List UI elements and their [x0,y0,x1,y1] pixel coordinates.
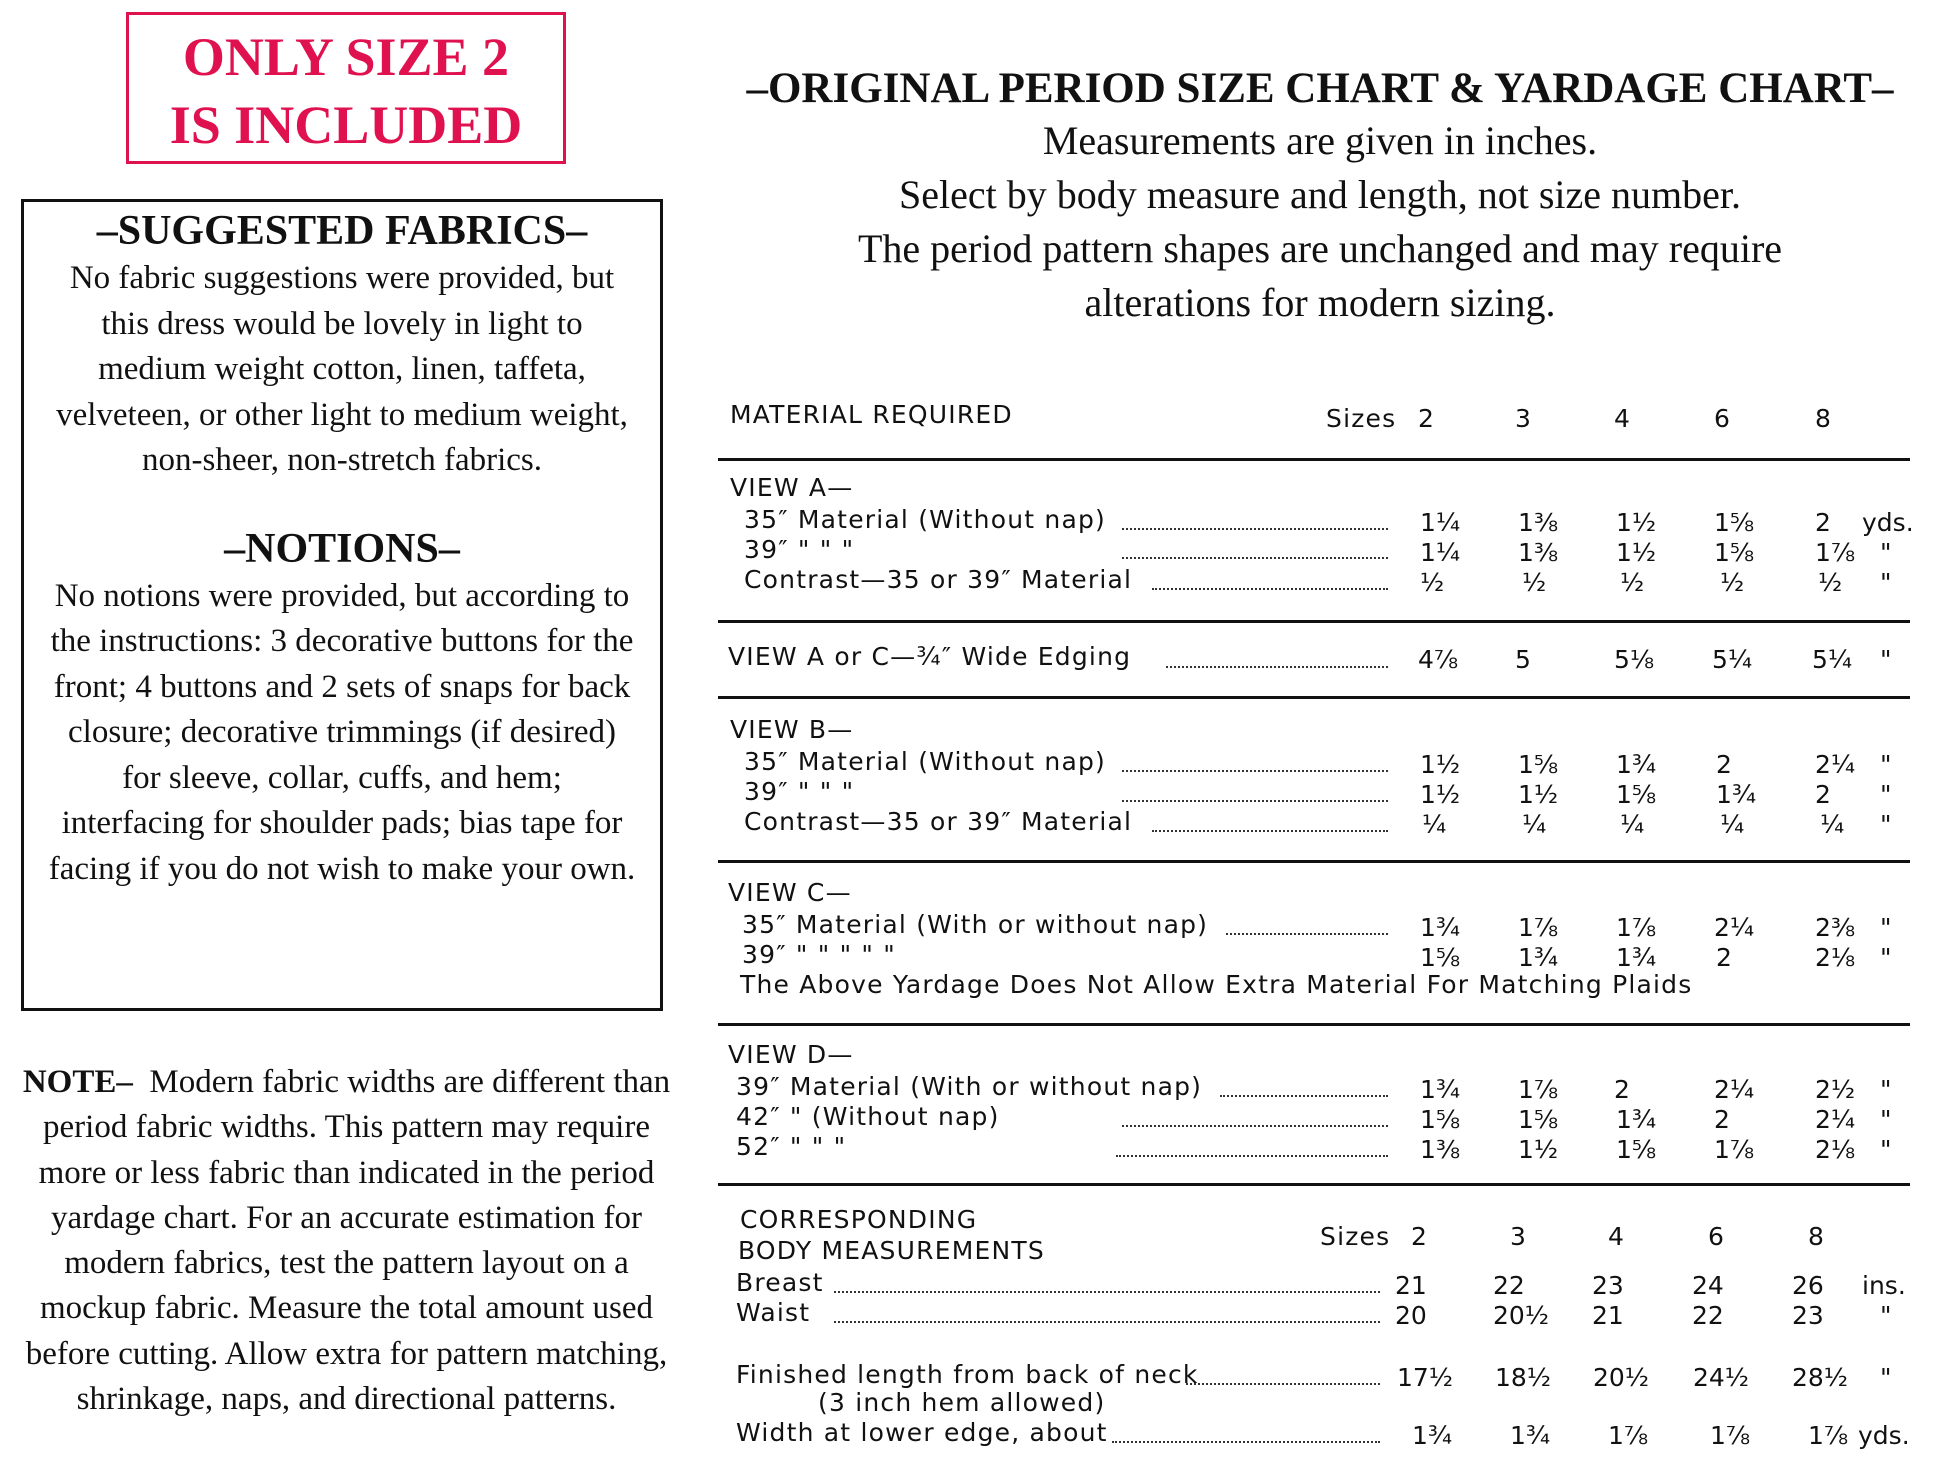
sizes-label: Sizes [1326,404,1397,433]
leader-dots [1186,1383,1380,1385]
value-cell: 1⅞ [1714,1135,1755,1164]
size-header: 2 [1411,1222,1427,1251]
row-label: 35″ Material (Without nap) [744,505,1106,534]
value-cell: 1⅝ [1714,538,1755,567]
value-cell: ¼ [1522,810,1547,839]
value-cell: 23 [1792,1301,1824,1330]
row-label: Finished length from back of neck [736,1360,1199,1389]
value-cell: 1¾ [1420,913,1461,942]
value-cell: 1¾ [1716,780,1757,809]
value-cell: 1½ [1616,508,1657,537]
value-cell: 1⅞ [1518,1075,1559,1104]
value-cell: 2 [1815,508,1831,537]
leader-dots [1116,1155,1388,1157]
value-cell: 1¾ [1616,750,1657,779]
fabric-width-note [14,1060,679,1422]
value-cell: 1½ [1518,780,1559,809]
value-cell: 17½ [1397,1363,1454,1392]
value-cell: 21 [1395,1271,1427,1300]
value-cell: 2½ [1815,1075,1856,1104]
value-cell: 28½ [1792,1363,1849,1392]
value-cell: 1⅞ [1815,538,1856,567]
value-cell: 2 [1716,943,1732,972]
value-cell: 1⅝ [1714,508,1755,537]
row-label: 39″ Material (With or without nap) [736,1072,1203,1101]
unit-cell: " [1880,538,1892,567]
value-cell: 2 [1714,1105,1730,1134]
row-label: Width at lower edge, about [736,1418,1108,1447]
value-cell: 2⅛ [1815,1135,1856,1164]
value-cell: ½ [1620,568,1645,597]
value-cell: 1⅞ [1608,1421,1649,1450]
value-cell: 1⅜ [1518,508,1559,537]
fabrics-notions-box [21,199,663,1011]
leader-dots [1122,800,1388,802]
unit-cell: " [1880,1301,1892,1330]
value-cell: 24½ [1693,1363,1750,1392]
value-cell: 5 [1515,645,1531,674]
notions-text: No notions were provided, but according to the instructions: 3 decorative buttons for the front; 4 buttons and 2 sets of snaps for back closure; decorative trimmings (if desired) for sleeve, collar, cuffs, and hem; interfacing for shoulder pads; bias tape for facing if you do not wish to make your own. [48,577,636,887]
value-cell: 20½ [1593,1363,1650,1392]
value-cell: 2¼ [1714,913,1755,942]
unit-cell: " [1880,1105,1892,1134]
value-cell: 20 [1395,1301,1427,1330]
leader-dots [1220,1095,1388,1097]
leader-dots [1112,1441,1380,1443]
chart-subtitle-4: alterations for modern sizing. [1084,280,1556,325]
unit-cell: " [1880,645,1892,674]
size-header: 8 [1808,1222,1824,1251]
value-cell: 4⅞ [1418,645,1459,674]
view-c-heading: VIEW C— [728,878,852,907]
size-header: 6 [1708,1222,1724,1251]
chart-subtitle-2: Select by body measure and length, not size number. [898,172,1741,217]
leader-dots [1226,933,1388,935]
size-header: 4 [1614,404,1630,433]
material-heading: MATERIAL REQUIRED [730,400,1013,429]
value-cell: 22 [1692,1301,1724,1330]
size-header: 2 [1418,404,1434,433]
body-sizes-label: Sizes [1320,1222,1391,1251]
value-cell: ¼ [1422,810,1447,839]
value-cell: 1½ [1420,780,1461,809]
hem-note: (3 inch hem allowed) [818,1388,1106,1417]
leader-dots [1166,666,1388,668]
value-cell: 5¼ [1812,645,1853,674]
value-cell: 1¼ [1420,538,1461,567]
unit-cell: ins. [1862,1271,1906,1300]
value-cell: ½ [1420,568,1445,597]
unit-cell: " [1880,568,1892,597]
table-rule [718,1183,1910,1186]
value-cell: 2 [1614,1075,1630,1104]
fabrics-text: No fabric suggestions were provided, but this dress would be lovely in light to medium weight cotton, linen, taffeta, velveteen, or other light to medium weight, non-sheer, non-stretch fabrics. [56,260,628,478]
view-d-heading: VIEW D— [728,1040,854,1069]
value-cell: 18½ [1495,1363,1552,1392]
value-cell: 20½ [1493,1301,1550,1330]
value-cell: ¼ [1820,810,1845,839]
unit-cell: " [1880,943,1892,972]
table-rule [718,1023,1910,1026]
note-label: NOTE– [22,1064,133,1100]
unit-cell: yds. [1862,508,1914,537]
unit-cell: " [1880,810,1892,839]
value-cell: 1⅞ [1616,913,1657,942]
chart-header [700,64,1940,330]
size-header: 4 [1608,1222,1624,1251]
value-cell: 1⅞ [1518,913,1559,942]
value-cell: ½ [1818,568,1843,597]
value-cell: 2 [1815,780,1831,809]
value-cell: 2⅜ [1815,913,1856,942]
value-cell: 5¼ [1712,645,1753,674]
notions-heading: –NOTIONS– [224,525,460,572]
value-cell: 1⅞ [1808,1421,1849,1450]
leader-dots [1122,557,1388,559]
row-label: 42″ " (Without nap) [736,1102,1000,1131]
value-cell: 1⅞ [1710,1421,1751,1450]
note-text: Modern fabric widths are different than period fabric widths. This pattern may require more or less fabric than indicated in the period yardage chart. For an accurate estimation for modern fabrics, test the pattern layout on a mockup fabric. Measure the total amount used before cutting. Allow extra for pattern matching, shrinkage, naps, and directional patterns. [25,1064,671,1418]
row-label: 35″ Material (With or without nap) [742,910,1209,939]
unit-cell: " [1880,1363,1892,1392]
size-header: 3 [1510,1222,1526,1251]
unit-cell: " [1880,1135,1892,1164]
body-heading-2: BODY MEASUREMENTS [738,1236,1045,1265]
unit-cell: yds. [1858,1421,1910,1450]
chart-subtitle-1: Measurements are given in inches. [1042,118,1598,163]
table-rule [718,620,1910,623]
value-cell: 1⅝ [1518,1105,1559,1134]
size-header: 3 [1515,404,1531,433]
view-b-heading: VIEW B— [730,715,854,744]
leader-dots [834,1321,1380,1323]
unit-cell: " [1880,750,1892,779]
view-a-heading: VIEW A— [730,473,854,502]
plaid-note: The Above Yardage Does Not Allow Extra Material For Matching Plaids [740,970,1693,999]
row-label: Breast [736,1268,824,1297]
value-cell: 22 [1493,1271,1525,1300]
value-cell: ½ [1720,568,1745,597]
value-cell: 1½ [1518,1135,1559,1164]
row-label: Contrast—35 or 39″ Material [744,807,1133,836]
value-cell: 1⅝ [1616,1135,1657,1164]
value-cell: 1½ [1420,750,1461,779]
value-cell: 1⅝ [1420,1105,1461,1134]
row-label: Waist [736,1298,811,1327]
value-cell: 21 [1592,1301,1624,1330]
size-header: 8 [1815,404,1831,433]
row-label: 39″ " " " [744,777,855,806]
unit-cell: " [1880,913,1892,942]
table-rule [718,458,1910,461]
leader-dots [1122,1125,1388,1127]
leader-dots [1152,830,1388,832]
value-cell: 1¼ [1420,508,1461,537]
value-cell: ¼ [1720,810,1745,839]
value-cell: 1¾ [1420,1075,1461,1104]
value-cell: ½ [1522,568,1547,597]
leader-dots [1122,770,1388,772]
value-cell: 2¼ [1815,1105,1856,1134]
value-cell: 1⅝ [1616,780,1657,809]
value-cell: 1¾ [1616,943,1657,972]
value-cell: 23 [1592,1271,1624,1300]
value-cell: 2¼ [1714,1075,1755,1104]
value-cell: 2¼ [1815,750,1856,779]
value-cell: 2⅛ [1815,943,1856,972]
value-cell: 1⅜ [1518,538,1559,567]
size-header: 6 [1714,404,1730,433]
value-cell: 1½ [1616,538,1657,567]
leader-dots [834,1291,1380,1293]
value-cell: 26 [1792,1271,1824,1300]
row-label: 39″ " " " " " [742,940,896,969]
row-label: Contrast—35 or 39″ Material [744,565,1133,594]
size-notice-line2: IS INCLUDED [169,95,523,155]
edging-label: VIEW A or C—¾″ Wide Edging [728,642,1132,671]
row-label: 35″ Material (Without nap) [744,747,1106,776]
chart-title: –ORIGINAL PERIOD SIZE CHART & YARDAGE CHART– [746,65,1894,112]
size-notice [126,12,566,164]
table-rule [718,860,1910,863]
row-label: 52″ " " " [736,1132,847,1161]
unit-cell: " [1880,1075,1892,1104]
leader-dots [1152,588,1388,590]
value-cell: 1¾ [1616,1105,1657,1134]
table-rule [718,696,1910,699]
value-cell: 5⅛ [1614,645,1655,674]
size-notice-line1: ONLY SIZE 2 [182,27,510,87]
value-cell: ¼ [1620,810,1645,839]
value-cell: 2 [1716,750,1732,779]
value-cell: 24 [1692,1271,1724,1300]
body-heading-1: CORRESPONDING [740,1205,978,1234]
value-cell: 1¾ [1412,1421,1453,1450]
fabrics-heading: –SUGGESTED FABRICS– [96,208,588,254]
leader-dots [1122,528,1388,530]
unit-cell: " [1880,780,1892,809]
value-cell: 1⅜ [1420,1135,1461,1164]
value-cell: 1⅝ [1420,943,1461,972]
value-cell: 1¾ [1510,1421,1551,1450]
value-cell: 1⅝ [1518,750,1559,779]
chart-subtitle-3: The period pattern shapes are unchanged and may require [857,226,1783,271]
value-cell: 1¾ [1518,943,1559,972]
row-label: 39″ " " " [744,535,855,564]
